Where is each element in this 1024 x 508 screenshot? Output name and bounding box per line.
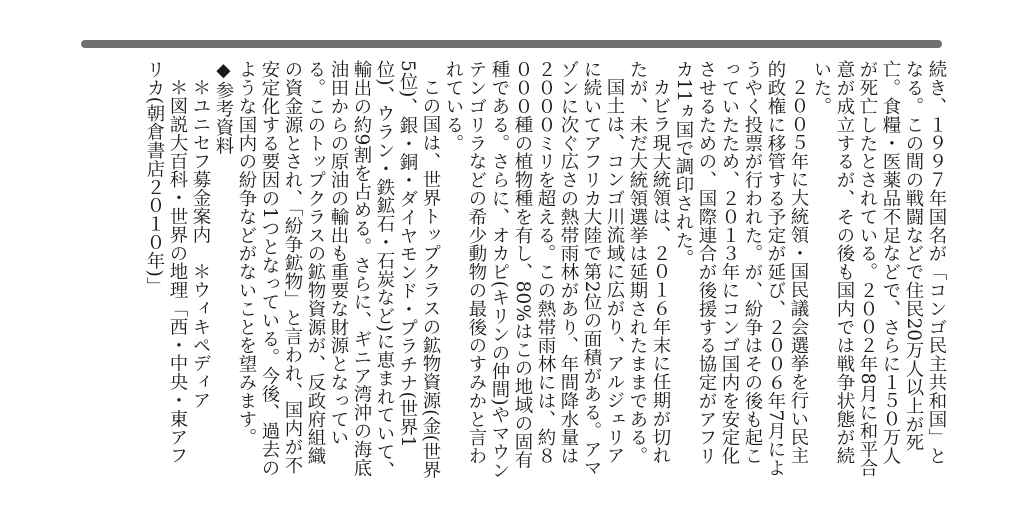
paragraph-4: 国土は、コンゴ川流域に広がり、アルジェリアに続いてアフリカ大陸で第2位の面積がある。アマゾンに次ぐ広さの熱帯雨林があり、年間降水量は２０００ミリを超える。この熱帯雨林には、約８０００種の植物種を有し、80%はこの地域の固有種である。さらに、オカピ(キリンの仲間)やマウンテンゴリラなどの希少動物の最後のすみかと言われている。 [443, 60, 625, 480]
paragraph-1: 続き、１９９７年国名が「コンゴ民主共和国」となる。この間の戦闘などで住民20万人以上が死亡。食糧・医薬品不足などで、さらに１５０万人が死亡したとされている。２００２年8月に和平合意が成立するが、その後も国内では戦争状態が続いた。 [811, 60, 947, 477]
paragraph-2: ２００５年に大統領・国民議会選挙を行い民主的政権に移管する予定が延び、２００６年7月にようやく投票が行われた。が、紛争はその後も起こっていたため、２０１３年にコンゴ国内を安定化させるための、国際連合が後援する協定がアフリカ11ヵ国で調印された。 [673, 60, 809, 477]
top-rule [81, 40, 942, 48]
references-heading: ◆参考資料 [213, 60, 234, 155]
reference-item-1: ＊ユニセフ募金案内 ＊ウィキペディア [190, 78, 211, 410]
reference-item-2: ＊図説大百科・世界の地理「西・中央・東アフリカ(朝倉書店２０１０年)」 [144, 60, 188, 465]
paragraph-5: この国は、世界トップクラスの鉱物資源(金(世界5位)、銀・銅・ダイヤモンド・プラチナ(世界1位)、ウラン・鉄鉱石・石炭など)に恵まれていて、輸出の約9割を占める。さらに、ギニア湾沖の海底油田からの原油の輸出も重要な財源となっている。このトップクラスの鉱物資源が、反政府組織の資金源とされ、「紛争鉱物」と言われ、国内が不安定化する要因の1つとなっている。今後、過去のような国内の紛争などがないことを望みます。 [236, 60, 441, 480]
paragraph-3: カビラ現大統領は、２０１６年末に任期が切れたが、未だ大統領選挙は延期されたままである。 [627, 60, 671, 465]
article-body [72, 60, 948, 480]
